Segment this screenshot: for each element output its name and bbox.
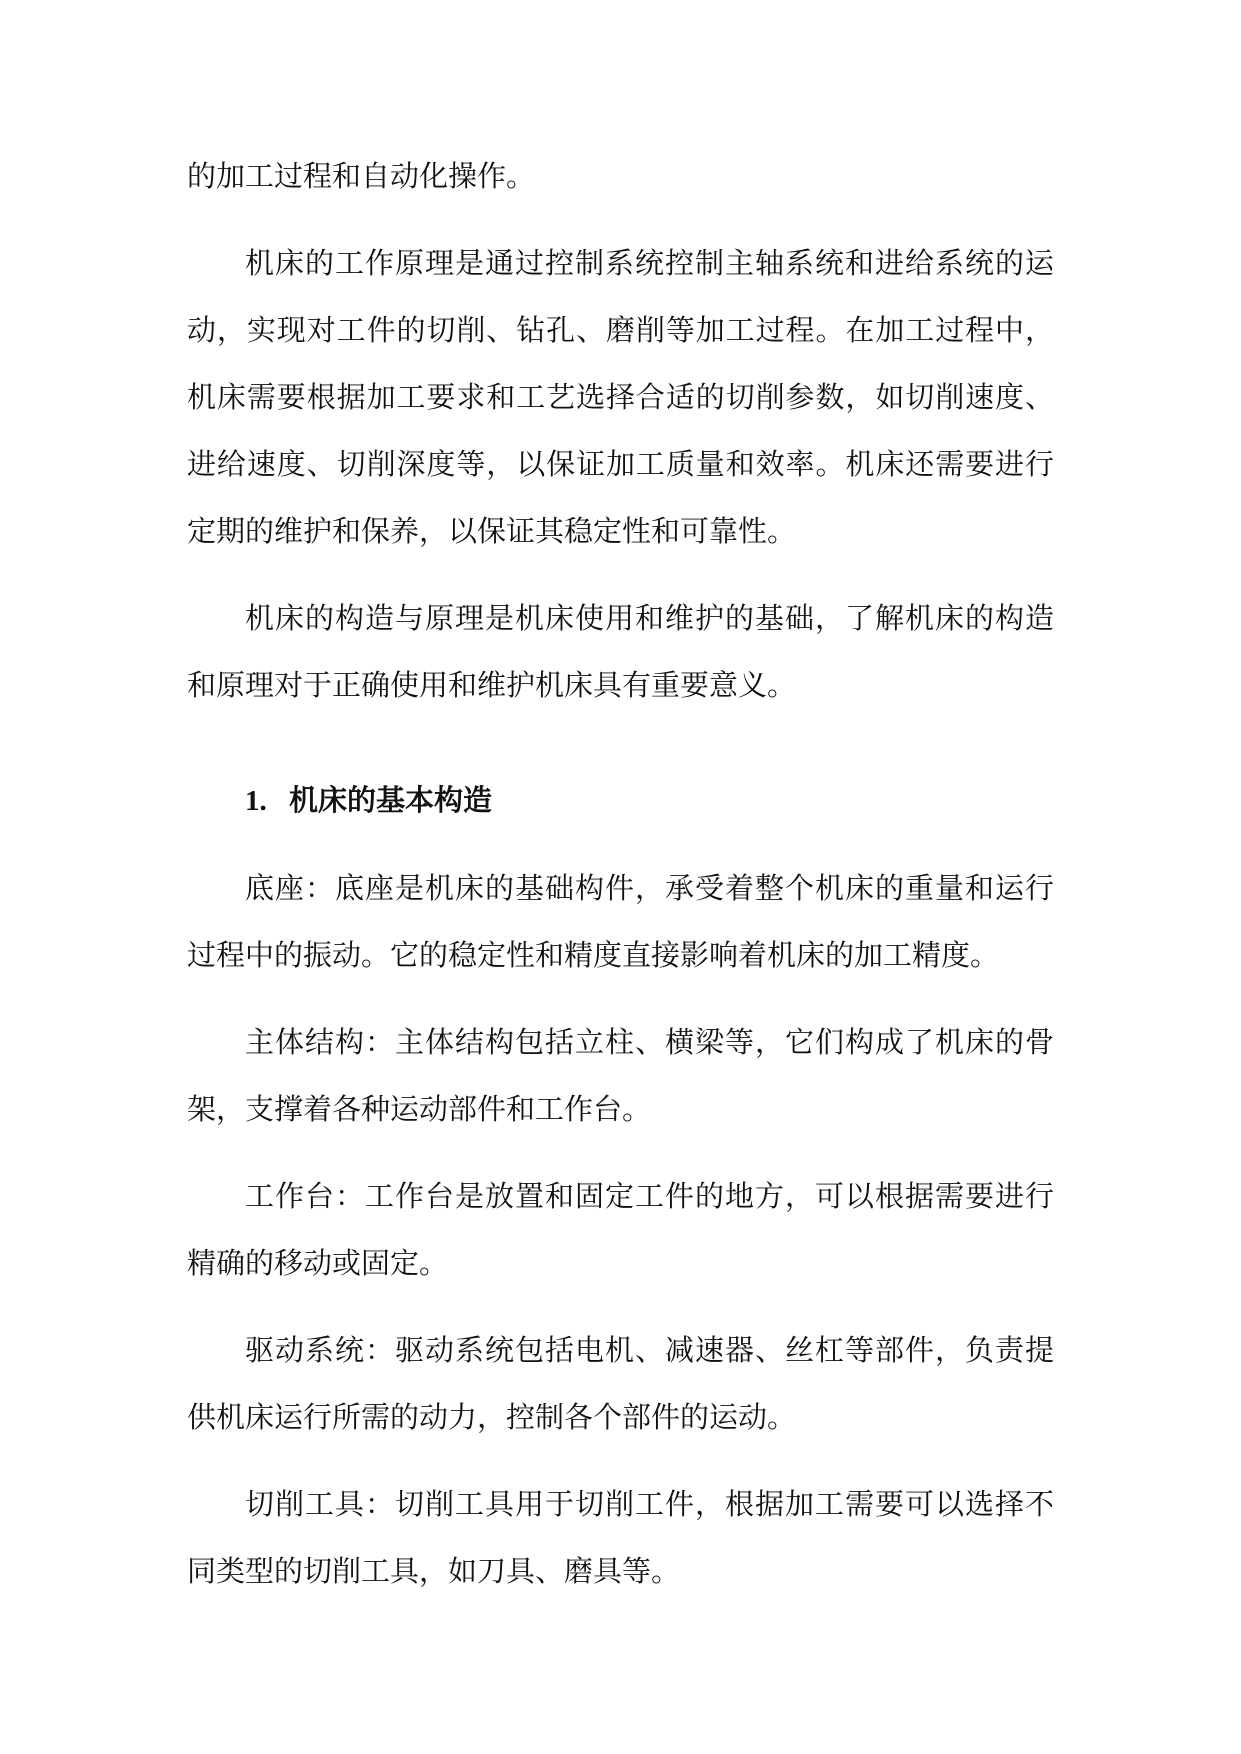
paragraph-base: 底座：底座是机床的基础构件，承受着整个机床的重量和运行过程中的振动。它的稳定性和精度直接影响着机床的加工精度。	[187, 871, 1054, 972]
paragraph-summary: 机床的构造与原理是机床使用和维护的基础，了解机床的构造和原理对于正确使用和维护机床具有重要意义。	[187, 601, 1054, 702]
section-number: 1.	[245, 785, 267, 817]
paragraph-worktable: 工作台：工作台是放置和固定工件的地方，可以根据需要进行精确的移动或固定。	[187, 1179, 1054, 1280]
paragraph-drive-system: 驱动系统：驱动系统包括电机、减速器、丝杠等部件，负责提供机床运行所需的动力，控制各个部件的运动。	[187, 1333, 1054, 1434]
document-body	[187, 143, 1054, 1605]
paragraph-main-structure: 主体结构：主体结构包括立柱、横梁等，它们构成了机床的骨架，支撑着各种运动部件和工作台。	[187, 1025, 1054, 1126]
section-heading	[187, 767, 1054, 835]
section-title: 机床的基本构造	[289, 783, 493, 817]
paragraph-working-principle: 机床的工作原理是通过控制系统控制主轴系统和进给系统的运动，实现对工件的切削、钻孔、磨削等加工过程。在加工过程中，机床需要根据加工要求和工艺选择合适的切削参数，如切削速度、进给速度、切削深度等，以保证加工质量和效率。机床还需要进行定期的维护和保养，以保证其稳定性和可靠性。	[187, 246, 1054, 548]
paragraph-continuation: 的加工过程和自动化操作。	[187, 159, 536, 193]
paragraph-cutting-tools: 切削工具：切削工具用于切削工件，根据加工需要可以选择不同类型的切削工具，如刀具、磨具等。	[187, 1487, 1054, 1588]
